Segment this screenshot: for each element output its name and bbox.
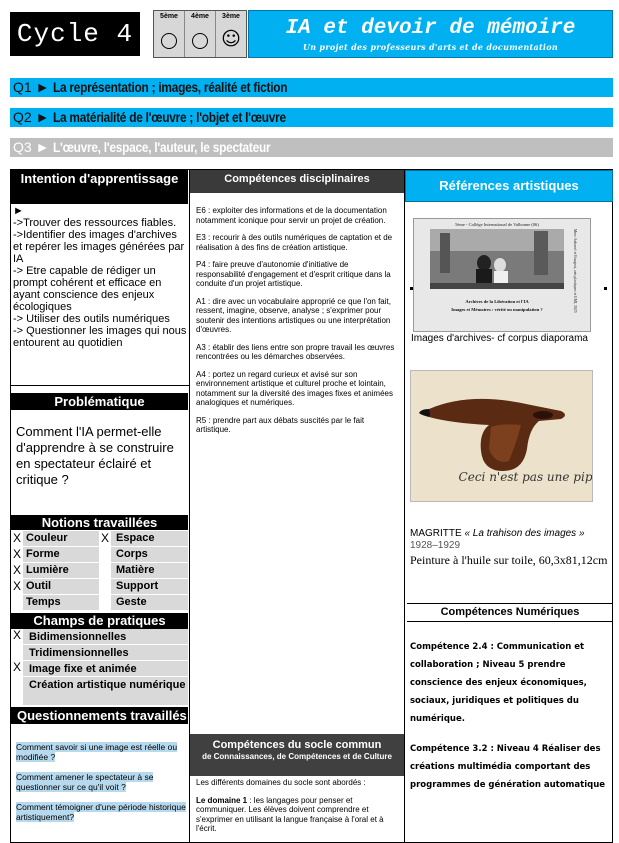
list-item: -> Etre capable de rédiger un prompt cohérent et efficace en ayant conscience des enjeux écologiques (13, 265, 162, 313)
socle-heading (190, 734, 404, 776)
socle-subtitle: de Connaissances, de Compétences et de Culture (202, 752, 392, 761)
arrow-icon: ► (35, 79, 50, 95)
divider (11, 385, 189, 386)
list-item: A3 : établir des liens entre son propre travail les œuvres rencontrées ou les démarches observées. (196, 342, 395, 361)
notion-label: Geste (111, 595, 188, 611)
empty-circle-icon (161, 33, 177, 49)
intention-heading: Intention d'apprentissage (11, 170, 188, 204)
list-item: A4 : portez un regard curieux et avisé sur son environnement artistique et culturel proche et lointain, notamment sur la diversité des images fixes et animées analogiques et numériques. (196, 369, 393, 407)
check-mark[interactable] (99, 547, 111, 563)
problematique-heading: Problématique (11, 393, 188, 410)
check-mark[interactable]: X (12, 660, 21, 674)
check-mark[interactable] (99, 563, 111, 579)
competences-heading: Compétences disciplinaires (190, 170, 404, 193)
smiley-icon: ☺ (221, 28, 241, 50)
arrow-icon: ► (35, 109, 50, 125)
artwork-title: « La trahison des images » (464, 528, 585, 539)
notion-label: Espace (111, 531, 188, 547)
question-text: La matérialité de l'œuvre ; l'objet et l'œuvre (53, 109, 287, 125)
artwork-technique: Peinture à l'huile sur toile, 60,3x81,12cm (410, 553, 608, 567)
list-item: -> Questionner les images qui nous entourent au quotidien (13, 325, 187, 349)
archive-caption: Images d'archives- cf corpus diaporama (411, 333, 588, 344)
socle-text (196, 778, 402, 834)
notion-row (11, 531, 188, 547)
champ-row (11, 629, 188, 645)
list-item: P4 : faire preuve d'autonomie d'initiative de responsabilité d'engagement et d'esprit critique dans la conduite d'un projet artistique. (196, 260, 391, 288)
problematique-text: Comment l'IA permet-elle d'apprendre à se construire en spectateur éclairé et critique ? (16, 424, 174, 487)
column-divider (404, 169, 405, 842)
level-label: 3ème (222, 13, 240, 20)
level-3eme[interactable] (216, 11, 246, 57)
questionnements-list (16, 742, 186, 822)
list-item: E3 : recourir à des outils numériques de captation et de réalisation à des fins de création artistique. (196, 233, 393, 252)
question-number: Q2 (13, 109, 32, 125)
check-mark[interactable] (11, 595, 23, 611)
check-mark[interactable]: X (12, 628, 21, 642)
domain-label: Le domaine 1 (196, 795, 248, 805)
notion-label: Forme (23, 547, 99, 563)
archive-photo-icon (414, 219, 590, 331)
pipe-painting-icon (411, 371, 592, 501)
level-label: 5ème (160, 13, 178, 20)
notion-row (11, 579, 188, 595)
list-item: Compétence 2.4 : Communication et collaboration ; Niveau 5 prendre conscience des enjeux économiques, sociaux, juridiques et politiques du numérique. (410, 642, 587, 724)
level-5eme[interactable] (154, 11, 185, 57)
page-subtitle: Un projet des professeurs d'arts et de documentation (302, 42, 559, 52)
domain-text: : les langages pour penser et communiquer. Les élèves doivent comprendre et s'exprimer en utilisant la langue française à l'oral et à l'écrit. (196, 795, 384, 833)
notion-label: Support (111, 579, 188, 595)
question-bar-q1 (10, 78, 613, 97)
question-bar-q2 (10, 108, 613, 127)
level-label: 4ème (191, 13, 209, 20)
archive-image (413, 218, 591, 332)
artist-name: MAGRITTE (410, 528, 462, 539)
list-item: Comment savoir si une image est réelle ou modifiée ? (16, 742, 178, 762)
competences-list (196, 206, 400, 443)
champ-label: Bidimensionnelles (23, 629, 188, 645)
magritte-image (410, 370, 593, 502)
question-number: Q3 (13, 139, 32, 155)
question-bar-q3 (10, 138, 613, 157)
notion-label: Lumière (23, 563, 99, 579)
check-mark[interactable]: X (12, 547, 21, 561)
artwork-date: 1928–1929 (410, 540, 461, 551)
list-item: Compétence 3.2 : Niveau 4 Réaliser des créations multimédia comportant des programmes de génération automatique (410, 744, 606, 790)
socle-title: Compétences du socle commun (212, 739, 382, 751)
champ-row (11, 645, 188, 661)
list-item: A1 : dire avec un vocabulaire approprié ce que l'on fait, ressent, imagine, observe, analyse ; s'exprimer pour soutenir des intentions artistiques ou une interprétation d'œuvres. (196, 296, 391, 334)
page-title: IA et devoir de mémoire (285, 17, 576, 40)
list-item: -> Utiliser des outils numériques (13, 313, 170, 325)
intention-list (13, 205, 188, 349)
title-banner (248, 10, 613, 58)
check-mark[interactable]: X (100, 531, 109, 545)
question-text: L'œuvre, l'espace, l'auteur, le spectateur (53, 139, 271, 155)
notion-label: Couleur (23, 531, 99, 547)
notion-label: Matière (111, 563, 188, 579)
notions-heading: Notions travaillées (11, 515, 188, 530)
check-mark[interactable] (99, 595, 111, 611)
numeriques-list (410, 638, 610, 806)
check-mark[interactable] (11, 645, 23, 661)
question-number: Q1 (13, 79, 32, 95)
champ-row (11, 661, 188, 677)
notion-label: Corps (111, 547, 188, 563)
magritte-caption (410, 528, 610, 567)
question-text: La représentation ; images, réalité et fiction (53, 79, 288, 95)
notion-row (11, 547, 188, 563)
list-item: Comment témoigner d'une période historique artistiquement? (16, 802, 186, 822)
image-top-caption: 5ème - Collège International de Valbonne (06) (455, 222, 539, 227)
champs-heading: Champs de pratiques (11, 613, 188, 629)
questionnements-heading: Questionnements travaillés (11, 707, 188, 724)
image-bottom-line: Images et Mémoires : vérité ou manipulation ? (451, 307, 543, 312)
check-mark[interactable]: X (12, 563, 21, 577)
list-item: E6 : exploiter des informations et de la documentation notamment iconique pour servir un projet de création. (196, 206, 387, 225)
notion-row (11, 595, 188, 611)
check-mark[interactable]: X (12, 579, 21, 593)
check-mark[interactable] (99, 579, 111, 595)
check-mark[interactable] (11, 677, 23, 706)
list-item: R5 : prendre part aux débats suscités par le fait artistique. (196, 415, 365, 434)
cycle-label: Cycle 4 (10, 12, 140, 56)
check-mark[interactable]: X (12, 531, 21, 545)
level-4eme[interactable] (185, 11, 216, 57)
numeriques-heading: Compétences Numériques (407, 603, 613, 622)
notion-row (11, 563, 188, 579)
bullet-icon: ► (13, 205, 24, 217)
list-item: ->Trouver des ressources fiables. (13, 217, 177, 229)
arrow-icon: ► (35, 139, 50, 155)
image-bottom-line: Archives de la Libération et l'IA (465, 299, 529, 304)
references-heading: Références artistiques (405, 170, 613, 202)
list-item: Comment amener le spectateur à se questionner sur ce qu'il voit ? (16, 772, 154, 792)
painting-text: Ceci n'est pas une pipe. (458, 470, 592, 484)
champ-label: Image fixe et animée (23, 661, 188, 677)
empty-circle-icon (192, 33, 208, 49)
list-item: ->Identifier des images d'archives et repérer les images générées par IA (13, 229, 185, 265)
champ-label: Tridimensionnelles (23, 645, 188, 661)
socle-intro: Les différents domaines du socle sont abordés : (196, 778, 366, 787)
notion-label: Outil (23, 579, 99, 595)
champ-label: Création artistique numérique (23, 677, 188, 706)
champ-row (11, 677, 188, 706)
level-selector (153, 10, 247, 58)
image-side-text: Mme Aubanel et Rougeot, arts plastiques et EMI, 2025 (573, 229, 577, 313)
notion-label: Temps (23, 595, 99, 611)
